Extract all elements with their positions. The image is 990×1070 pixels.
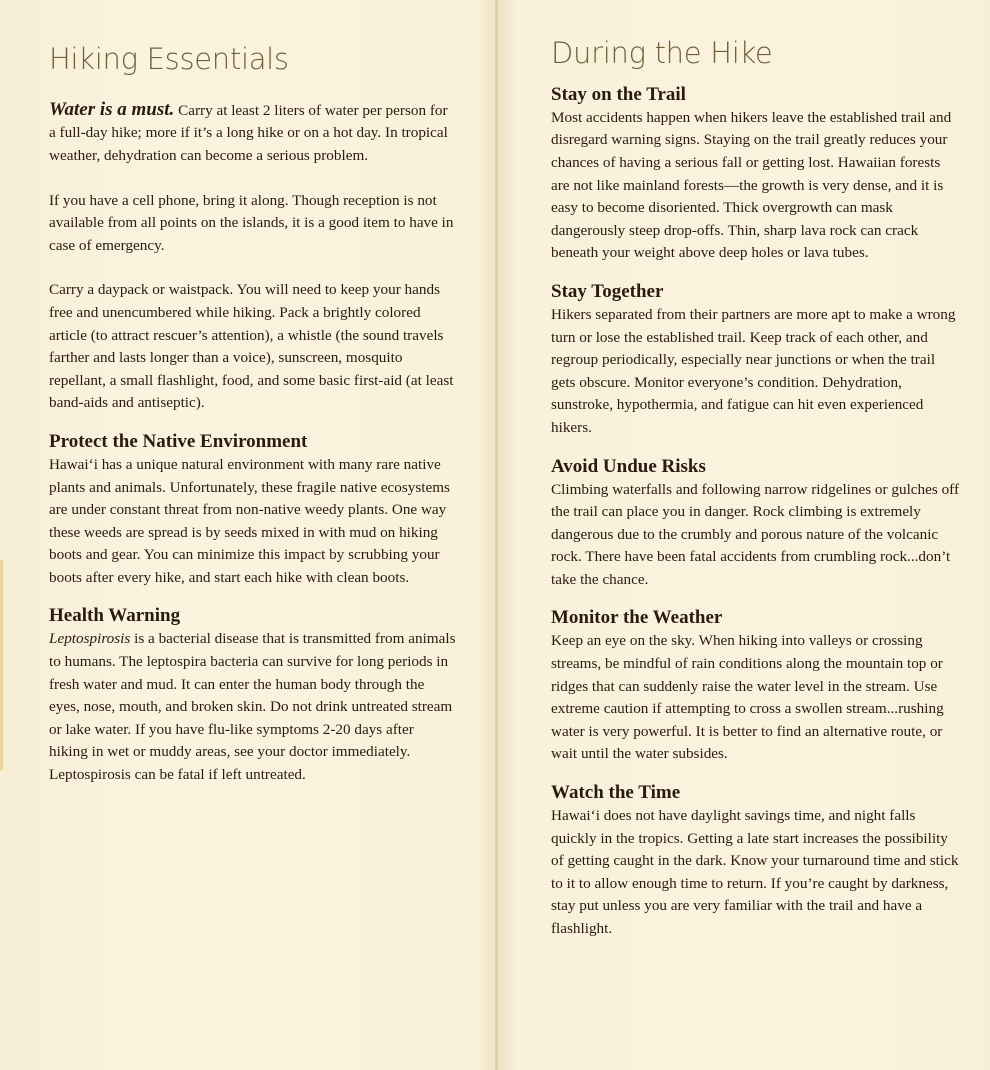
avoid-risks-heading: Avoid Undue Risks: [551, 455, 706, 477]
water-lead: Water is a must.: [49, 98, 175, 120]
monitor-weather-text: Keep an eye on the sky. When hiking into valleys or crossing streams, be mindful of rain conditions along the mountain top or ridges that can suddenly raise the water level in the stream. Use extreme caution if attempting to cross a swollen stream...rushing water is very powerful. It is better to find an alternative route, or wait until the water subsides.: [551, 632, 944, 763]
stay-on-trail-text: Most accidents happen when hikers leave the established trail and disregard warning signs. Staying on the trail greatly reduces your chances of having a serious fall or getting lost. Hawaiian forests are not like mainland forests—the growth is very dense, and it is easy to become disoriented. Thick overgrowth can mask dangerously steep drop-offs. Thin, sharp lava rock can crack beneath your weight above deep holes or lava tubes.: [551, 108, 952, 262]
edge-stain: [0, 560, 3, 770]
monitor-weather-heading: Monitor the Weather: [551, 607, 723, 629]
cell-phone-paragraph: If you have a cell phone, bring it along. Though reception is not available from all points on the islands, it is a good item to have in case of emergency.: [49, 191, 454, 254]
health-warning-heading: Health Warning: [49, 605, 181, 627]
water-paragraph: [49, 99, 456, 168]
watch-time-heading: Watch the Time: [551, 782, 681, 804]
right-panel: [498, 0, 990, 1070]
protect-environment-text: Hawai‘i has a unique natural environment with many rare native plants and animals. Unfortunately, these fragile native ecosystems are under constant threat from non-native weedy plants. One way these weeds are spread is by seeds mixed in with mud on hiking boots and gear. You can minimize this impact by scrubbing your boots after every hike, and start each hike with clean boots.: [49, 455, 450, 586]
water-text: Carry at least 2 liters of water per person for a full-day hike; more if it’s a long hike or on a hot day. In tropical weather, dehydration can become a serious problem.: [49, 101, 448, 164]
during-the-hike-title: During the Hike: [551, 36, 773, 70]
leptospirosis-term: Leptospirosis: [49, 630, 131, 648]
avoid-risks-text: Climbing waterfalls and following narrow ridgelines or gulches off the trail can place you in danger. Rock climbing is extremely dangerous due to the crumbly and porous nature of the volcanic rock. There have been fatal accidents from crumbling rock...don’t take the chance.: [551, 480, 960, 588]
health-warning-text: [49, 628, 456, 786]
health-warning-body: is a bacterial disease that is transmitted from animals to humans. The leptospira bacteria can survive for long periods in fresh water and mud. It can enter the human body through the eyes, nose, mouth, and broken skin. Do not drink untreated stream or lake water. If you have flu-like symptoms 2-20 days after hiking in wet or muddy areas, see your doctor immediately. Leptospirosis can be fatal if left untreated.: [49, 630, 456, 784]
stay-on-trail-heading: Stay on the Trail: [551, 83, 686, 105]
protect-environment-heading: Protect the Native Environment: [49, 430, 308, 452]
daypack-paragraph: Carry a daypack or waistpack. You will need to keep your hands free and unencumbered while hiking. Pack a brightly colored article (to attract rescuer’s attention), a whistle (the sound travels farther and lasts longer than a voice), sunscreen, mosquito repellant, a small flashlight, food, and some basic first-aid (at least band-aids and antiseptic).: [49, 281, 454, 412]
watch-time-text: Hawai‘i does not have daylight savings time, and night falls quickly in the tropics. Getting a late start increases the possibility of getting caught in the dark. Know your turnaround time and stick to it to allow enough time to return. If you’re caught by darkness, stay put unless you are very familiar with the trail and have a flashlight.: [551, 807, 959, 938]
stay-together-text: Hikers separated from their partners are more apt to make a wrong turn or lose the established trail. Keep track of each other, and regroup periodically, especially near junctions or when the trail gets obscure. Monitor everyone’s condition. Dehydration, sunstroke, hypothermia, and fatigue can hit even experienced hikers.: [551, 305, 956, 436]
stay-together-heading: Stay Together: [551, 280, 664, 302]
hiking-essentials-title: Hiking Essentials: [49, 42, 289, 76]
